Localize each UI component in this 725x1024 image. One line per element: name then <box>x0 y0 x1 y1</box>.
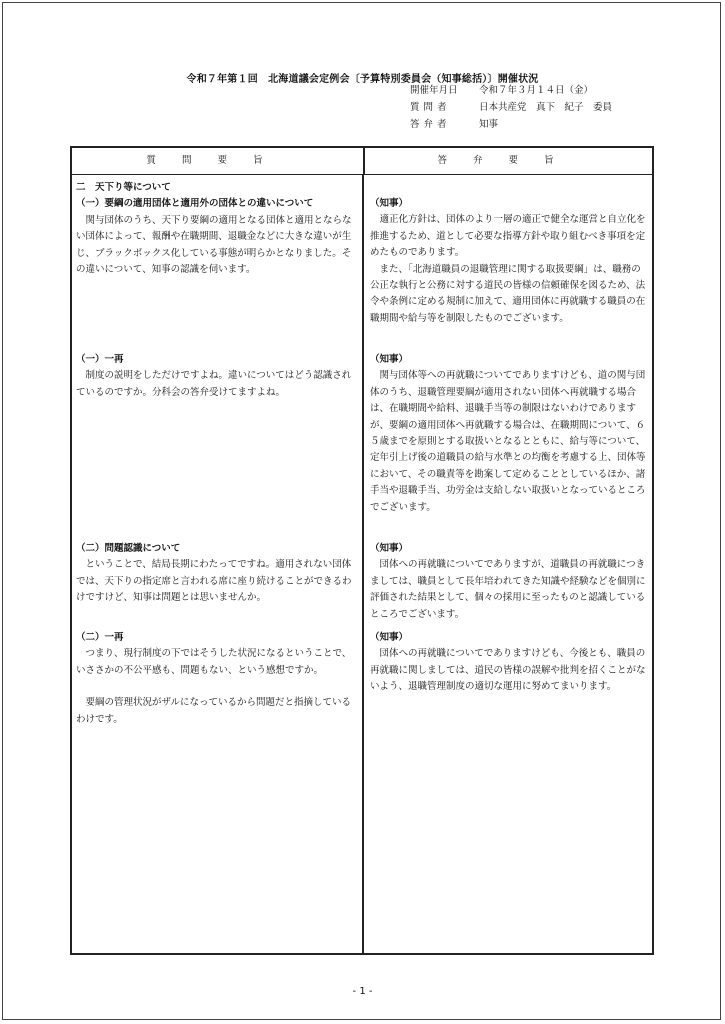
question-block <box>76 630 358 728</box>
question-block <box>76 180 358 278</box>
answer-block <box>370 630 650 696</box>
meta-label: 答弁者 <box>410 119 451 130</box>
meta-value: 知事 <box>479 119 499 130</box>
question-subheading: （一）要綱の適用団体と適用外の団体との違いについて <box>76 198 314 210</box>
meta-questioner <box>410 99 612 116</box>
question-text: 制度の説明をしただけですよね。違いについてはどう認識されているのですか。分科会の答弁受けてますよね。 <box>76 370 352 398</box>
question-text: ということで、結局長期にわたってですね。適用されない団体では、天下りの指定席と言われる席に座り続けることができるわけですけど、知事は問題とは思いませんか。 <box>76 559 352 604</box>
answer-speaker: （知事） <box>370 354 409 365</box>
question-subheading: （二）問題認識について <box>76 543 181 554</box>
question-block <box>76 352 358 401</box>
question-text: 関与団体のうち、天下り要綱の適用となる団体と適用とならない団体によって、報酬や在職期間、退職金などに大きな違いが生じ、ブラックボックス化している事態が明らかとなりました。その違いについて、知事の認識を伺います。 <box>76 214 352 276</box>
answer-text: 適正化方針は、団体のより一層の適正で健全な運営と自立化を推進するため、道として必要な指導方針や取り組むべき事項を定めたものであります。 <box>370 214 646 259</box>
question-block <box>76 541 358 607</box>
answer-block <box>370 196 650 327</box>
answer-text: 団体への再就職についてでありますが、道職員の再就職につきましては、職員として長年培われてきた知識や経験などを個別に評価された結果として、個々の採用に至ったものと認識しているところでございます。 <box>370 559 646 620</box>
answer-block <box>370 352 650 516</box>
meta-value: 令和７年３月１４日（金） <box>479 85 594 96</box>
answer-text: また、「北海道職員の退職管理に関する取扱要綱」は、職務の公正な執行と公務に対する道民の皆様の信頼確保を図るため、法令や条例に定める規制に加えて、適用団体に再就職する職員の在職期間や給与等を制限したものでございます。 <box>370 263 646 324</box>
meta-label: 質問者 <box>410 102 451 113</box>
column-divider <box>362 174 364 953</box>
answer-speaker: （知事） <box>370 543 409 554</box>
header-answer-summary: 答弁要旨 <box>365 148 652 175</box>
meta-value: 日本共産党 真下 紀子 委員 <box>479 102 613 113</box>
answer-text: 団体への再就職についてでありますけども、今後とも、職員の再就職に関しましては、道民の皆様の誤解や批判を招くことがないよう、退職管理制度の適切な運用に努めてまいります。 <box>370 648 646 693</box>
answer-speaker: （知事） <box>370 632 409 643</box>
qa-table <box>70 146 654 955</box>
answer-block <box>370 541 650 623</box>
meta-label: 開催年月日 <box>410 85 458 96</box>
meta-date <box>410 82 593 99</box>
document-title: 令和７年第１回 北海道議会定例会〔予算特別委員会（知事総括）〕開催状況 <box>186 74 539 85</box>
answer-speaker: （知事） <box>370 198 409 209</box>
answer-text: 関与団体等への再就職についてでありますけども、道の関与団体のうち、退職管理要綱が適用されない団体へ再就職する場合は、在職期間や給料、退職手当等の制限はないわけでありますが、要綱の適用団体へ再就職する場合は、在職期間について、６５歳までを原則とする取扱いとなるとともに、給与等について、定年引上げ後の道職員の給与水準との均衡を考慮する上、団体等において、その職責等を勘案して定めることとしているほか、諸手当や退職手当、功労金は支給しない取扱いとなっているところでございます。 <box>370 370 646 513</box>
question-text: 要綱の管理状況がザルになっているから問題だと指摘しているわけです。 <box>76 697 352 725</box>
question-subheading: （一）一再 <box>76 354 124 365</box>
question-text: つまり、現行制度の下ではそうした状況になるということで、いささかの不公平感も、問題もない、という感想ですか。 <box>76 648 352 676</box>
question-subheading: （二）一再 <box>76 632 124 643</box>
meta-answerer <box>410 116 498 133</box>
section-heading: 二 天下り等について <box>76 182 171 193</box>
page-number: - 1 - <box>352 986 373 997</box>
header-question-summary: 質問要旨 <box>72 148 365 175</box>
